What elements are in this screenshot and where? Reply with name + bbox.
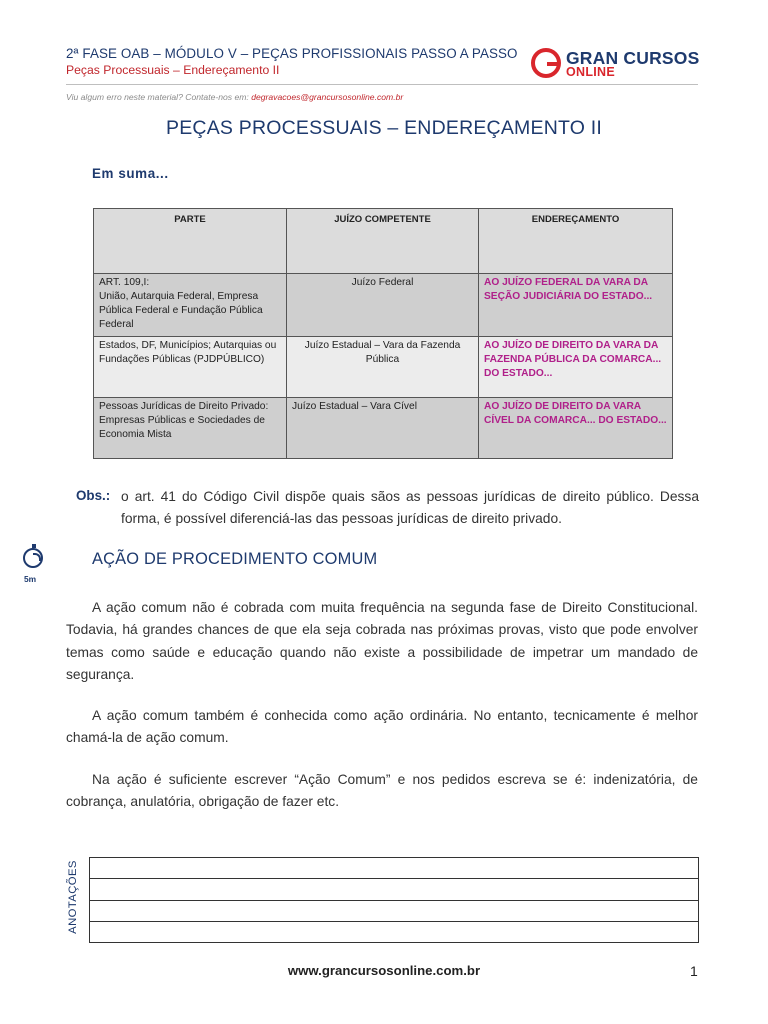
document-header-subtitle: Peças Processuais – Endereçamento II <box>66 63 280 77</box>
gran-cursos-logo <box>531 47 703 83</box>
note-line <box>90 900 698 901</box>
page-title: PEÇAS PROCESSUAIS – ENDEREÇAMENTO II <box>166 117 602 139</box>
page-number: 1 <box>690 963 698 979</box>
logo-text-line2: ONLINE <box>566 65 616 79</box>
paragraph: A ação comum não é cobrada com muita frequência na segunda fase de Direito Constitucional. Todavia, há grandes chances de que ela seja cobrada nas próximas provas, visto que pode envolver temas como saúde e educação quando não existe a possibilidade de impetrar um mandado de segurança. <box>66 600 698 682</box>
column-header-enderecamento: ENDEREÇAMENTO <box>479 209 673 274</box>
cell-enderecamento: AO JUÍZO DE DIREITO DA VARA CÍVEL DA COMARCA... DO ESTADO... <box>479 398 673 459</box>
note-line <box>90 921 698 922</box>
table-row <box>94 274 673 337</box>
footer-website-link[interactable]: www.grancursosonline.com.br <box>287 963 481 978</box>
cell-juizo: Juízo Federal <box>287 274 479 337</box>
cell-parte-line: Estados, DF, Municípios; Autarquias ou Fundações Públicas (PJDPÚBLICO) <box>99 340 277 365</box>
cell-parte <box>94 337 287 398</box>
paragraph: A ação comum também é conhecida como ação ordinária. No entanto, tecnicamente é melhor chamá-la de ação comum. <box>66 708 698 746</box>
table-row <box>94 398 673 459</box>
addressing-summary-table <box>93 208 673 459</box>
contact-prefix: Viu algum erro neste material? Contate-nos em: <box>66 92 252 102</box>
notes-label <box>54 860 94 936</box>
cell-juizo: Juízo Estadual – Vara da Fazenda Pública <box>287 337 479 398</box>
column-header-juizo: JUÍZO COMPETENTE <box>287 209 479 274</box>
cell-juizo: Juízo Estadual – Vara Cível <box>287 398 479 459</box>
notes-area[interactable] <box>89 857 699 943</box>
cell-enderecamento: AO JUÍZO FEDERAL DA VARA DA SEÇÃO JUDICIÁRIA DO ESTADO... <box>479 274 673 337</box>
logo-g-icon <box>531 48 561 78</box>
cell-parte-line: Empresas Públicas e Sociedades de Economia Mista <box>99 415 265 440</box>
column-header-parte: PARTE <box>94 209 287 274</box>
cell-parte-line: ART. 109,I: <box>99 277 150 288</box>
paragraph: Na ação é suficiente escrever “Ação Comum” e nos pedidos escreva se é: indenizatória, de cobrança, anulatória, obrigação de fazer etc. <box>66 772 698 810</box>
header-divider <box>66 84 698 85</box>
stopwatch-icon <box>23 548 43 568</box>
intro-heading: Em suma... <box>92 166 169 181</box>
section-title: AÇÃO DE PROCEDIMENTO COMUM <box>92 550 378 568</box>
logo-text-line1: GRAN CURSOS <box>566 48 700 68</box>
error-contact-notice <box>66 92 403 102</box>
document-header-title: 2ª FASE OAB – MÓDULO V – PEÇAS PROFISSIONAIS PASSO A PASSO <box>66 46 518 61</box>
notes-label-text: ANOTAÇÕES <box>67 860 79 934</box>
cell-parte <box>94 398 287 459</box>
cell-parte <box>94 274 287 337</box>
table-row <box>94 337 673 398</box>
obs-label: Obs.: <box>76 488 111 503</box>
contact-email-link[interactable]: degravacoes@grancursosonline.com.br <box>251 92 404 102</box>
timer-label: 5m <box>24 574 37 584</box>
note-line <box>90 878 698 879</box>
table-header-row <box>94 209 673 274</box>
cell-parte-line: União, Autarquia Federal, Empresa Pública Federal e Fundação Pública Federal <box>99 291 263 330</box>
cell-enderecamento: AO JUÍZO DE DIREITO DA VARA DA FAZENDA PÚBLICA DA COMARCA... DO ESTADO... <box>479 337 673 398</box>
cell-parte-line: Pessoas Jurídicas de Direito Privado: <box>99 401 269 412</box>
obs-text: o art. 41 do Código Civil dispõe quais sãos as pessoas jurídicas de direito público. Dessa forma, é possível diferenciá-las das pessoas jurídicas de direito privado. <box>121 489 699 526</box>
